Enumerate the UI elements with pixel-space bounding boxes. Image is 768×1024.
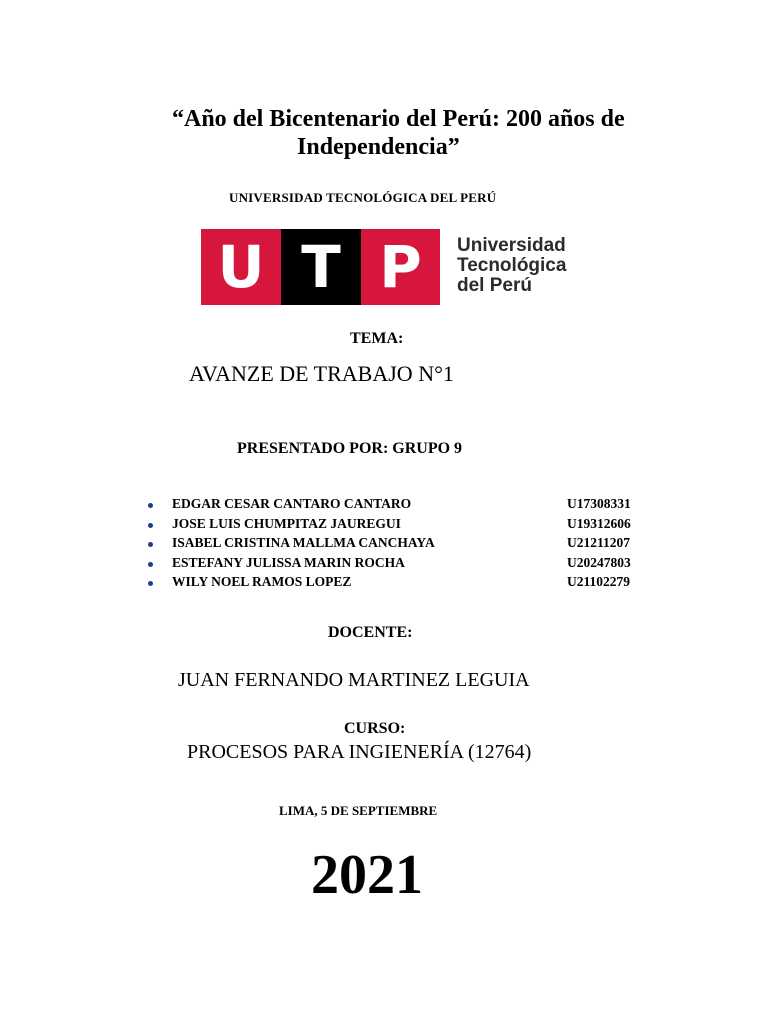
logo-wordmark-line3: del Perú <box>457 275 532 296</box>
logo-block-p <box>361 229 440 305</box>
logo-letter-u: U <box>217 233 265 301</box>
docente-label: DOCENTE: <box>328 624 413 641</box>
list-item <box>145 496 655 516</box>
tema-value: AVANZE DE TRABAJO N°1 <box>189 361 454 386</box>
logo-block-t <box>281 229 361 305</box>
curso-value: PROCESOS PARA INGIENERÍA (12764) <box>187 741 532 763</box>
list-item <box>145 516 655 536</box>
logo-wordmark <box>457 236 566 296</box>
member-code: U21211207 <box>567 535 631 550</box>
member-name: JOSE LUIS CHUMPITAZ JAUREGUI <box>172 515 401 531</box>
university-name: UNIVERSIDAD TECNOLÓGICA DEL PERÚ <box>229 190 497 205</box>
tema-label: TEMA: <box>350 330 404 347</box>
list-item <box>145 535 655 555</box>
presented-by-heading: PRESENTADO POR: GRUPO 9 <box>237 440 463 457</box>
members-list <box>145 496 655 594</box>
curso-label: CURSO: <box>344 720 406 737</box>
logo-letter-p: P <box>379 233 422 301</box>
bullet-icon <box>148 581 153 586</box>
logo-block-u <box>201 229 281 305</box>
list-item <box>145 555 655 575</box>
bullet-icon <box>148 503 153 508</box>
docente-value: JUAN FERNANDO MARTINEZ LEGUIA <box>178 669 530 691</box>
member-name: EDGAR CESAR CANTARO CANTARO <box>172 496 412 511</box>
bullet-icon <box>148 562 153 567</box>
member-name: ISABEL CRISTINA MALLMA CANCHAYA <box>172 535 435 550</box>
bullet-icon <box>148 542 153 547</box>
commemorative-year-title-line2: Independencia” <box>297 134 460 160</box>
logo-letter-t: T <box>301 233 341 301</box>
commemorative-year-title-line1: “Año del Bicentenario del Perú: 200 años de <box>172 106 625 132</box>
member-name: ESTEFANY JULISSA MARIN ROCHA <box>172 554 405 570</box>
member-code: U19312606 <box>567 515 631 531</box>
bullet-icon <box>148 523 153 528</box>
logo-wordmark-line1: Universidad <box>457 235 566 256</box>
list-item <box>145 574 655 594</box>
member-name: WILY NOEL RAMOS LOPEZ <box>172 574 352 589</box>
member-code: U20247803 <box>567 554 631 570</box>
year-large: 2021 <box>311 844 423 906</box>
logo-wordmark-line2: Tecnológica <box>457 255 567 276</box>
member-code: U17308331 <box>567 496 631 511</box>
place-date: LIMA, 5 DE SEPTIEMBRE <box>279 803 438 818</box>
member-code: U21102279 <box>567 574 631 589</box>
